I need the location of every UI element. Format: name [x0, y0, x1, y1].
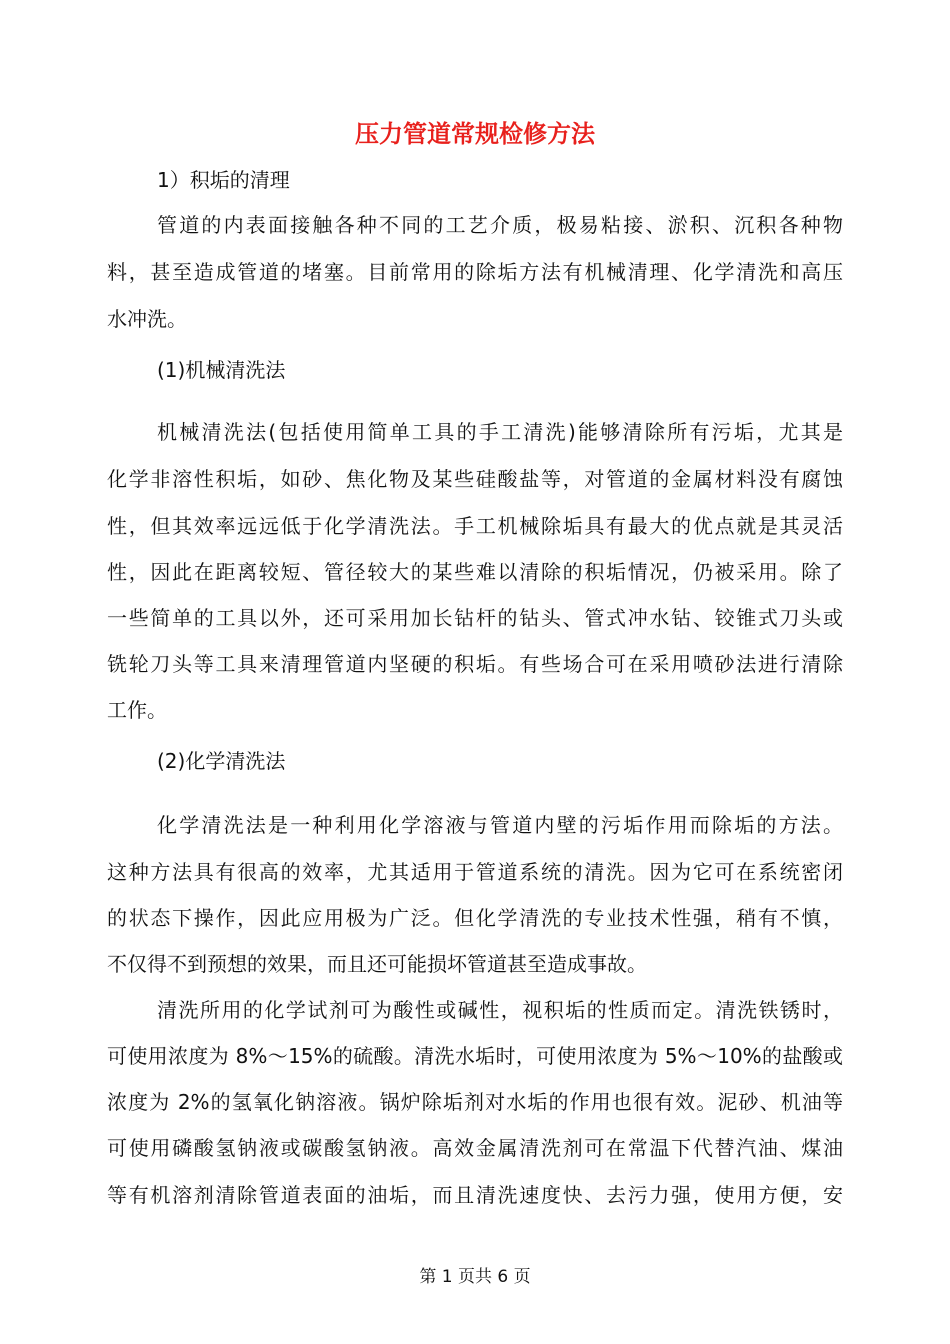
paragraph-line: 性，但其效率远远低于化学清洗法。手工机械除垢具有最大的优点就是其灵活: [107, 514, 843, 538]
paragraph-line: 管道的内表面接触各种不同的工艺介质，极易粘接、淤积、沉积各种物: [157, 213, 843, 237]
paragraph-line: 等有机溶剂清除管道表面的油垢，而且清洗速度快、去污力强，使用方便，安: [107, 1183, 843, 1207]
subsection-heading-mechanical: (1)机械清洗法: [157, 358, 286, 382]
paragraph-line: 这种方法具有很高的效率，尤其适用于管道系统的清洗。因为它可在系统密闭: [107, 860, 843, 884]
paragraph-line: 可使用浓度为 8%～15%的硫酸。清洗水垢时，可使用浓度为 5%～10%的盐酸或: [107, 1044, 843, 1068]
section-heading-scale-cleaning: 1）积垢的清理: [157, 168, 290, 192]
paragraph-line: 浓度为 2%的氢氧化钠溶液。锅炉除垢剂对水垢的作用也很有效。泥砂、机油等: [107, 1090, 843, 1114]
paragraph-line: 化学清洗法是一种利用化学溶液与管道内壁的污垢作用而除垢的方法。: [157, 813, 843, 837]
paragraph-line: 铣轮刀头等工具来清理管道内坚硬的积垢。有些场合可在采用喷砂法进行清除: [107, 652, 843, 676]
paragraph-line: 可使用磷酸氢钠液或碳酸氢钠液。高效金属清洗剂可在常温下代替汽油、煤油: [107, 1136, 843, 1160]
paragraph-line: 化学非溶性积垢，如砂、焦化物及某些硅酸盐等，对管道的金属材料没有腐蚀: [107, 467, 843, 491]
paragraph-line: 性，因此在距离较短、管径较大的某些难以清除的积垢情况，仍被采用。除了: [107, 560, 843, 584]
paragraph-line: 清洗所用的化学试剂可为酸性或碱性，视积垢的性质而定。清洗铁锈时，: [157, 998, 843, 1022]
paragraph-line: 机械清洗法(包括使用简单工具的手工清洗)能够清除所有污垢，尤其是: [157, 420, 843, 444]
subsection-heading-chemical: (2)化学清洗法: [157, 749, 286, 773]
paragraph-line: 不仅得不到预想的效果，而且还可能损坏管道甚至造成事故。: [107, 952, 647, 976]
document-title: 压力管道常规检修方法: [355, 120, 595, 148]
paragraph-line: 的状态下操作，因此应用极为广泛。但化学清洗的专业技术性强，稍有不慎，: [107, 906, 843, 930]
paragraph-line: 水冲洗。: [107, 307, 187, 331]
paragraph-line: 一些简单的工具以外，还可采用加长钻杆的钻头、管式冲水钻、铰锥式刀头或: [107, 606, 843, 630]
paragraph-line: 工作。: [107, 698, 167, 722]
paragraph-line: 料，甚至造成管道的堵塞。目前常用的除垢方法有机械清理、化学清洗和高压: [107, 260, 843, 284]
page-footer: 第 1 页共 6 页: [419, 1267, 531, 1287]
